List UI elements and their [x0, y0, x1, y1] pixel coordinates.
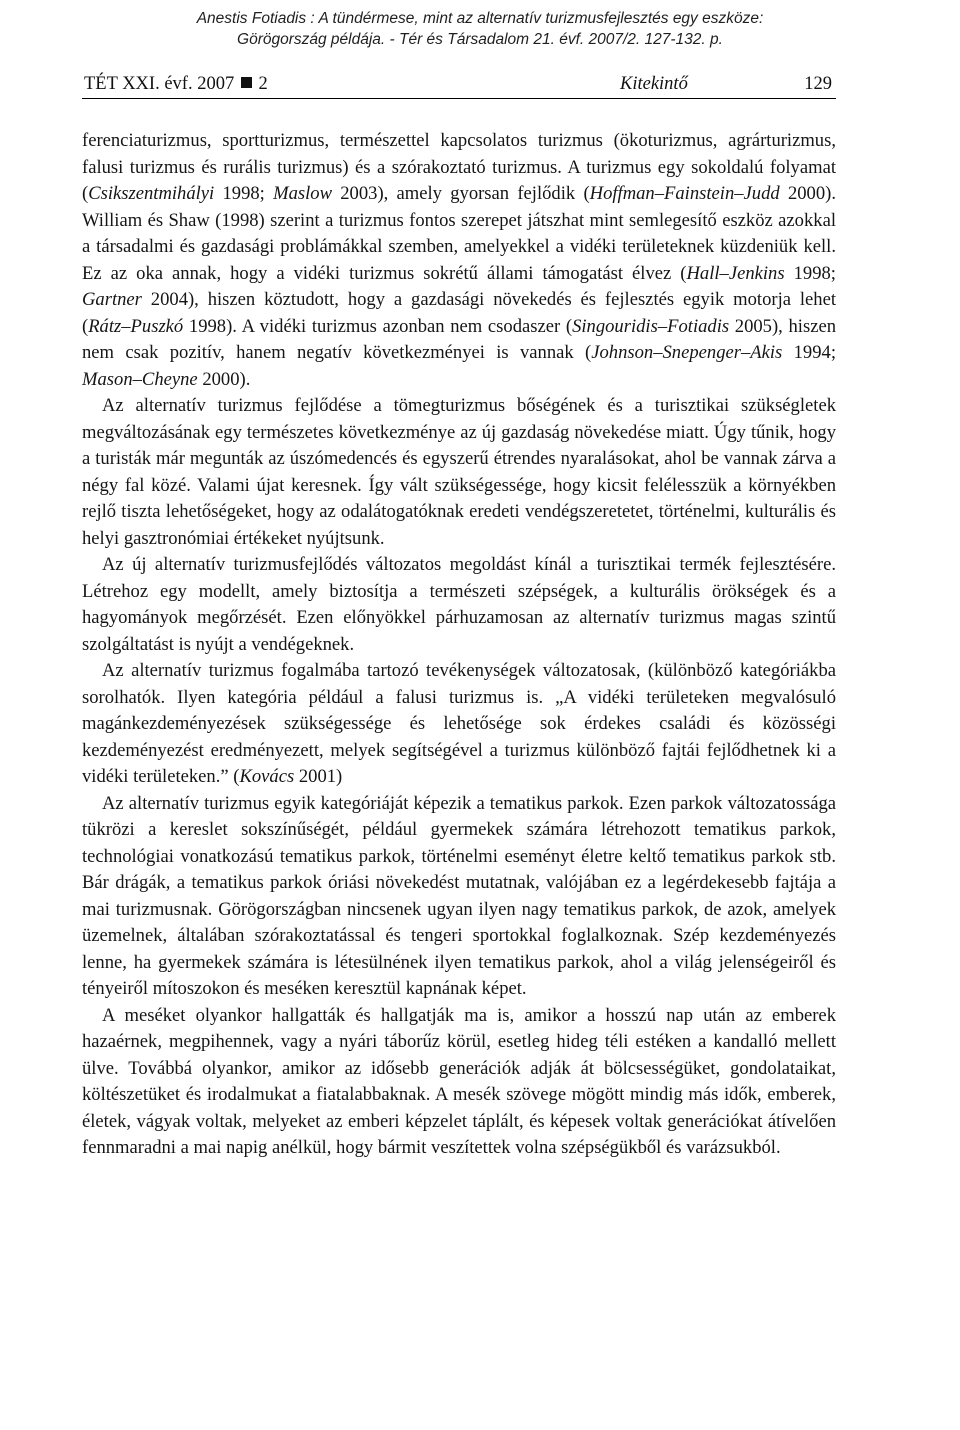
journal-issue	[84, 74, 268, 95]
text-run: 1998;	[784, 262, 836, 284]
citation-author: Mason–Cheyne	[82, 368, 198, 390]
citation-line-2: Görögország példája. - Tér és Társadalom 21. évf. 2007/2. 127-132. p.	[237, 31, 723, 48]
text-run: Az alternatív turizmus fejlődése a tömegturizmus bőségének és a turisztikai szükségletek megváltozásának egy természetes következménye az új gazdaság növekedése miatt. Úgy tűnik, hogy a turisták már megunták az úszómedencés és egyszerű étrendes nyaralásokat, ahol be vannak zárva a négy fal közé. Valami újat keresnek. Így vált szükségessége, hogy kicsit felélesszük a környékben rejlő tiszta lehetőségeket, hogy az odalátogatóknak eredeti vendégszeretetet, történelmi, kulturális és helyi gasztronómiai értékeket nyújtsunk.	[82, 395, 836, 549]
text-run: 2001)	[294, 766, 343, 787]
citation-author: Hall–Jenkins	[686, 262, 785, 284]
text-run: 1998). A vidéki turizmus azonban nem csodaszer (	[183, 315, 573, 337]
paragraph	[82, 128, 836, 393]
paragraph	[82, 658, 836, 791]
citation-header	[0, 8, 960, 50]
text-run: Az új alternatív turizmusfejlődés változatos megoldást kínál a turisztikai termék fejlesztésére. Létrehoz egy modellt, amely biztosítja a természeti szépségek, a kulturális örökségek és a hagyományok megőrzését. Ezen előnyökkel párhuzamosan az alternatív turizmus magas szintű szolgáltatást is nyújt a vendégeknek.	[82, 554, 836, 655]
citation-author: Singouridis–Fotiadis	[572, 315, 730, 337]
citation-author: Maslow	[273, 183, 332, 204]
citation-line-1: Anestis Fotiadis : A tündérmese, mint az alternatív turizmusfejlesztés egy eszköze:	[196, 10, 764, 27]
paragraph	[82, 393, 836, 552]
text-run: ferenciaturizmus, sportturizmus, természettel kapcsolatos turizmus (ökoturizmus, agrárturizmus, falusi turizmus és rurális turizmus) és a szórakoztató turizmus. A turizmus egy sokoldalú folyamat (	[82, 130, 836, 204]
section-title: Kitekintő	[620, 74, 688, 94]
square-bullet-icon	[241, 77, 252, 88]
citation-author: Kovács	[239, 766, 295, 787]
text-run: A meséket olyankor hallgatták és hallgatják ma is, amikor a hosszú nap után az emberek hazaérnek, megpihennek, vagy a nyári táborűz körül, esetleg hideg téli estéken a kandalló mellett ülve. Továbbá olyankor, amikor az idősebb generációk adják át bölcsességüket, gondolataikat, költészetüket és irodalmukat a fiatalabbaknak. A mesék szövege mögött mindig más idők, emberek, életek, vágyak voltak, melyeket az emberi képzelet táplált, és képesek voltak generációkat átívelően fennmaradni a mai napig anélkül, hogy bármit veszítettek volna szépségükből és varázsukból.	[82, 1004, 836, 1158]
citation-author: Rátz–Puszkó	[88, 315, 184, 337]
citation-author: Csikszentmihályi	[88, 183, 215, 204]
text-run: 2003), amely gyorsan fejlődik (	[332, 183, 590, 204]
article-body	[82, 128, 836, 1162]
paragraph	[82, 1003, 836, 1162]
text-run: 2004), hiszen köztudott, hogy a gazdasági növekedés és fejlesztés egyik motorja lehet (	[82, 289, 836, 337]
text-run: 1998;	[214, 183, 274, 204]
paragraph	[82, 552, 836, 658]
page-number: 129	[804, 74, 832, 94]
text-run: 1994;	[782, 342, 836, 363]
citation-author: Johnson–Snepenger–Akis	[591, 342, 783, 363]
running-head	[82, 74, 836, 99]
text-run: Az alternatív turizmus egyik kategóriáját képezik a tematikus parkok. Ezen parkok változatossága tükrözi a kereslet sokszínűségét, például gyermekek számára létrehozott tematikus parkok, technológiai vonatkozású tematikus parkok, történelmi eseményt életre keltő tematikus parkok stb. Bár drágák, a tematikus parkok óriási növekedést mutatnak, valójában ez a legérdekesebb fajtája a mai turizmusnak. Görögországban nincsenek ugyan ilyen nagy tematikus parkok, de azok, amelyek üzemelnek, általában szórakoztatással és tengeri sportokkal foglalkoznak. Szép kezdeményezés lenne, ha gyermekek számára is létesülnének ilyen tematikus parkok, ahol a világ jelenségeiről és tényeiről mítoszokon és meséken keresztül kapnának képet.	[82, 792, 836, 999]
issue-number: 2	[258, 74, 268, 94]
journal-name: TÉT XXI. évf. 2007	[84, 74, 235, 94]
text-run: Az alternatív turizmus fogalmába tartozó tevékenységek változatosak, (különböző kategóriákba sorolhatók. Ilyen kategória például a falusi turizmus is. „A vidéki területeken megvalósuló magánkezdeményezések szükségessége és lehetősége sok érdekes családi és közösségi kezdeményezést eredményezett, melyek segítségével a turizmus különböző fajtái fejlődhetnek ki a vidéki területeken.” (	[82, 660, 836, 787]
citation-author: Hoffman–Fainstein–Judd	[589, 183, 780, 204]
citation-author: Gartner	[82, 289, 142, 310]
paragraph	[82, 791, 836, 1003]
text-run: 2000). William és Shaw (1998) szerint a turizmus fontos szerepet játszhat mint semlegesítő eszköz azokkal a társadalmi és gazdasági problámákkal szemben, amelyekkel a vidéki területeknek küzdeniük kell. Ez az oka annak, hogy a vidéki turizmus sokrétű állami támogatást élvez (	[82, 183, 836, 284]
text-run: 2005), hiszen nem csak pozitív, hanem negatív következményei is vannak (	[82, 315, 837, 363]
text-run: 2000).	[197, 368, 251, 390]
